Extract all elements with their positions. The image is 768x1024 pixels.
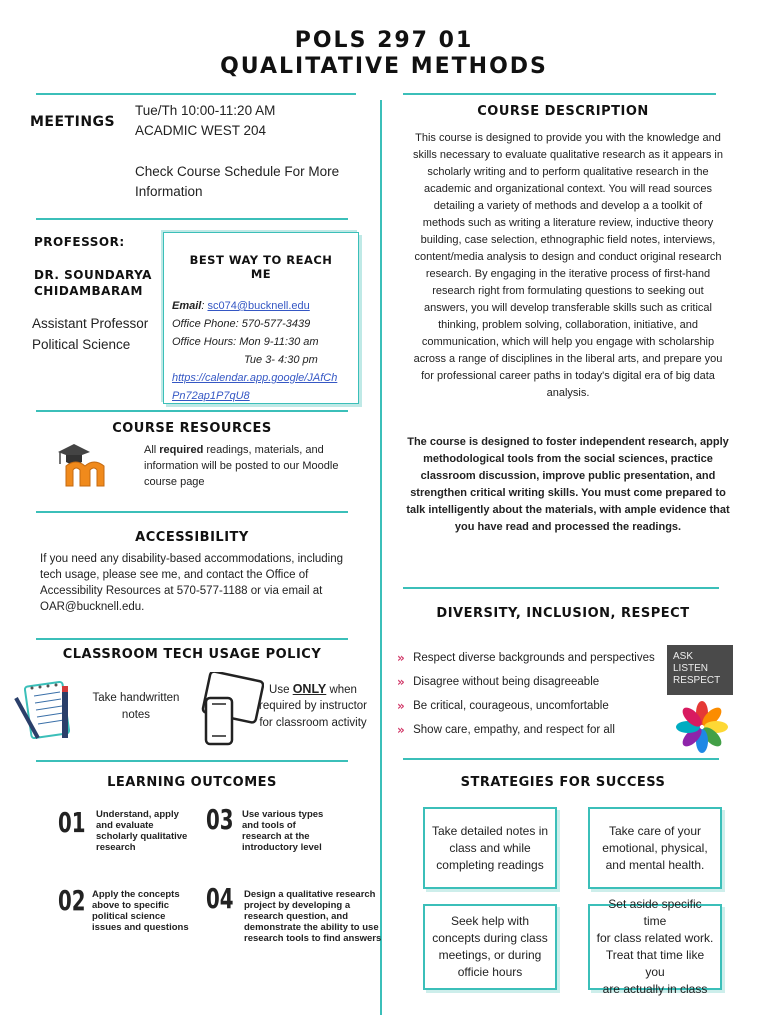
diversity-heading: DIVERSITY, INCLUSION, RESPECT <box>436 606 690 621</box>
diversity-item <box>397 694 655 718</box>
resources-text-line3: course page <box>144 476 205 488</box>
meetings-time: Tue/Th 10:00-11:20 AM <box>135 103 276 118</box>
calendar-link-cont[interactable] <box>164 387 358 405</box>
resources-text-line1 <box>144 442 324 459</box>
rule-description <box>403 93 716 95</box>
calendar-link-line2[interactable]: Pn72ap1P7qU8 <box>172 390 250 402</box>
strategies-heading: STRATEGIES FOR SUCCESS <box>460 775 666 790</box>
accessibility-line4: OAR@bucknell.edu. <box>40 601 145 613</box>
hands-circle-icon <box>674 701 730 753</box>
meetings-heading: MEETINGS <box>30 114 116 130</box>
outcome-number-04: 04 <box>206 884 234 916</box>
meetings-note-line2: Information <box>135 184 203 199</box>
description-emphasis-line: classroom discussion, improve public presentation, and <box>420 470 716 482</box>
description-line: across a range of disciplines in the liberal arts, and prepare you <box>413 353 723 365</box>
tech-right-line3: for classroom activity <box>259 717 367 729</box>
strategy-line: completing readings <box>436 857 544 872</box>
tech-right-line1 <box>254 681 372 699</box>
tech-left-line1: Take handwritten <box>92 692 180 704</box>
professor-heading: PROFESSOR: <box>34 235 125 249</box>
description-body <box>398 130 738 402</box>
strategy-line: Set aside specific time <box>608 897 702 928</box>
diversity-item-text: Disagree without being disagreeable <box>413 676 600 688</box>
outcome-01-line2: and evaluate <box>96 820 154 831</box>
professor-name-line2: CHIDAMBARAM <box>34 284 143 298</box>
contact-box <box>163 232 359 404</box>
rule-professor <box>36 218 348 220</box>
outcome-02-line1: Apply the concepts <box>92 889 180 900</box>
outcomes-heading: LEARNING OUTCOMES <box>107 775 277 790</box>
rule-tech <box>36 638 348 640</box>
description-line: research. By engaging in the iterative process of first-hand <box>425 268 711 280</box>
outcome-01-text <box>96 809 187 853</box>
chevron-right-icon: » <box>397 699 414 713</box>
description-line: research right from formulating questions to seeking out <box>432 285 704 297</box>
outcome-number-01: 01 <box>58 808 86 840</box>
rule-strategies <box>403 758 719 760</box>
outcome-04-line2: project by developing a <box>244 900 351 911</box>
rule-diversity <box>403 587 719 589</box>
calendar-link-line1[interactable]: https://calendar.app.google/JAfCh <box>172 372 338 384</box>
description-emphasis-line: The course is designed to foster independent research, apply <box>407 436 729 448</box>
strategy-box-notes <box>423 807 557 889</box>
description-line: skills necessary to evaluate qualitative research as it appears in <box>413 149 723 161</box>
strategy-line: emotional, physical, <box>602 840 708 855</box>
contact-hours-line2: Tue 3- 4:30 pm <box>244 354 318 366</box>
description-line: This course is designed to provide you with the knowledge and <box>415 132 721 144</box>
resources-pre: All <box>144 444 160 456</box>
moodle-logo-icon <box>52 442 112 488</box>
description-heading: COURSE DESCRIPTION <box>477 104 649 119</box>
description-line: methods such as writing a literature review, inductive theory <box>422 217 714 229</box>
contact-hours-line1: Office Hours: Mon 9-11:30 am <box>172 336 319 348</box>
accessibility-line3: Accessibility Resources at 570-577-1188 or via email at <box>40 585 323 597</box>
description-line: communication, which will help you engage with scholarship <box>421 336 715 348</box>
accessibility-line2: tech usage, please see me, and contact the Office of <box>40 569 309 581</box>
strategy-line: officie hours <box>457 965 523 979</box>
outcome-03-line2: and tools of <box>242 820 296 831</box>
strategy-line: class and while <box>449 840 531 855</box>
strategy-line: Treat that time like you <box>605 948 705 979</box>
column-divider <box>380 100 382 1015</box>
notebook-icon <box>14 678 78 744</box>
tech-right-only: ONLY <box>292 682 327 696</box>
strategy-box-help <box>423 904 557 990</box>
description-emphasis-line: methodological tools from the social sciences, practice <box>423 453 713 465</box>
description-line: thinking, problem solving, collaboration, initiative, and <box>438 319 698 331</box>
outcome-02-line4: issues and questions <box>92 922 189 933</box>
diversity-list <box>397 646 655 742</box>
strategy-line: are actually in class <box>602 982 708 996</box>
outcome-number-02: 02 <box>58 886 86 918</box>
ask-listen-respect-sign <box>667 645 733 695</box>
tech-right-pre: Use <box>269 684 293 696</box>
accessibility-heading: ACCESSIBILITY <box>135 530 249 545</box>
description-line: for professional career paths in today's digital era of big data <box>421 370 715 382</box>
diversity-item <box>397 718 655 742</box>
professor-role-line1: Assistant Professor <box>32 316 149 331</box>
strategy-line: concepts during class <box>432 931 548 945</box>
description-emphasis <box>398 434 738 536</box>
description-line: scholarly writing and to perform qualitative research in the <box>427 166 709 178</box>
outcome-03-line3: research at the <box>242 831 310 842</box>
outcome-02-line2: above to specific <box>92 900 170 911</box>
professor-name-line1: DR. SOUNDARYA <box>34 268 152 282</box>
chevron-right-icon: » <box>397 675 414 689</box>
outcome-01-line4: research <box>96 842 136 853</box>
sign-line2: LISTEN <box>673 663 709 674</box>
outcome-01-line3: scholarly qualitative <box>96 831 188 842</box>
resources-post: readings, materials, and <box>203 444 324 456</box>
professor-role-line2: Political Science <box>32 337 131 352</box>
rule-resources <box>36 410 348 412</box>
contact-heading-line1: BEST WAY TO REACH <box>189 253 333 267</box>
outcome-03-line1: Use various types <box>242 809 324 820</box>
course-title-line1: POLS 297 01 <box>294 28 474 53</box>
outcome-04-line5: research tools to find answers <box>244 933 382 944</box>
outcome-number-03: 03 <box>206 805 234 837</box>
outcome-04-line1: Design a qualitative research <box>244 889 376 900</box>
description-line: content/media analysis to design and conduct original research <box>414 251 722 263</box>
tech-heading: CLASSROOM TECH USAGE POLICY <box>62 647 322 662</box>
diversity-item-text: Be critical, courageous, uncomfortable <box>413 700 609 712</box>
calendar-link[interactable] <box>164 369 358 387</box>
strategy-box-time <box>588 897 722 996</box>
outcome-04-line3: research question, and <box>244 911 349 922</box>
strategy-line: for class related work. <box>596 931 714 945</box>
course-title-line2: QUALITATIVE METHODS <box>220 54 548 79</box>
diversity-item-text: Show care, empathy, and respect for all <box>413 724 615 736</box>
contact-phone: Office Phone: 570-577-3439 <box>172 318 311 330</box>
outcome-04-line4: demonstrate the ability to use <box>244 922 379 933</box>
strategy-line: Seek help with <box>450 914 530 928</box>
outcome-02-line3: political science <box>92 911 166 922</box>
resources-heading: COURSE RESOURCES <box>112 421 272 436</box>
description-emphasis-line: you have read and processed the readings. <box>454 521 682 533</box>
rule-accessibility <box>36 511 348 513</box>
diversity-item-text: Respect diverse backgrounds and perspectives <box>413 652 655 664</box>
tech-right-post: when <box>326 684 357 696</box>
description-line: detailing a variety of methods and develop a a toolkit of <box>433 200 703 212</box>
diversity-item <box>397 646 655 670</box>
resources-bold: required <box>159 444 204 456</box>
sign-line1: ASK <box>673 651 694 662</box>
tech-left-line2: notes <box>121 709 151 721</box>
strategy-line: Take detailed notes in <box>431 823 549 838</box>
tech-right-line2: required by instructor <box>258 700 368 712</box>
description-emphasis-line: strengthen critical writing skills. You must come prepared to <box>410 487 726 499</box>
outcome-03-text <box>242 809 323 853</box>
resources-text-line2: information will be posted to our Moodle <box>144 460 339 472</box>
outcome-03-line4: introductory level <box>242 842 322 853</box>
strategy-line: and mental health. <box>605 857 705 872</box>
contact-email: Email: sc074@bucknell.edu <box>172 300 310 312</box>
description-line: building, case selection, ethnographic field notes, interviews, <box>420 234 716 246</box>
chevron-right-icon: » <box>397 651 414 665</box>
meetings-location: ACADMIC WEST 204 <box>135 123 267 138</box>
outcome-02-text <box>92 889 189 933</box>
strategy-box-health <box>588 807 722 889</box>
email-label: Email <box>172 300 202 312</box>
strategy-line: Take care of your <box>608 823 702 838</box>
outcome-01-line1: Understand, apply <box>96 809 179 820</box>
accessibility-line1: If you need any disability-based accommodations, including <box>40 553 344 565</box>
diversity-item <box>397 670 655 694</box>
description-line: analysis. <box>546 387 590 399</box>
description-line: academic and organizational context. You will read sources <box>423 183 712 195</box>
description-line: answers, you will develop transferable skills such as critical <box>424 302 712 314</box>
email-link[interactable]: sc074@bucknell.edu <box>207 300 310 312</box>
rule-meetings <box>36 93 356 95</box>
strategy-line: meetings, or during <box>438 948 542 962</box>
chevron-right-icon: » <box>397 723 414 737</box>
contact-heading-line2: ME <box>250 267 272 281</box>
meetings-note-line1: Check Course Schedule For More <box>135 164 340 179</box>
rule-outcomes <box>36 760 348 762</box>
sign-line3: RESPECT <box>673 675 721 686</box>
outcome-04-text <box>244 889 381 944</box>
description-emphasis-line: talk intelligently about the materials, with ample evidence that <box>406 504 730 516</box>
